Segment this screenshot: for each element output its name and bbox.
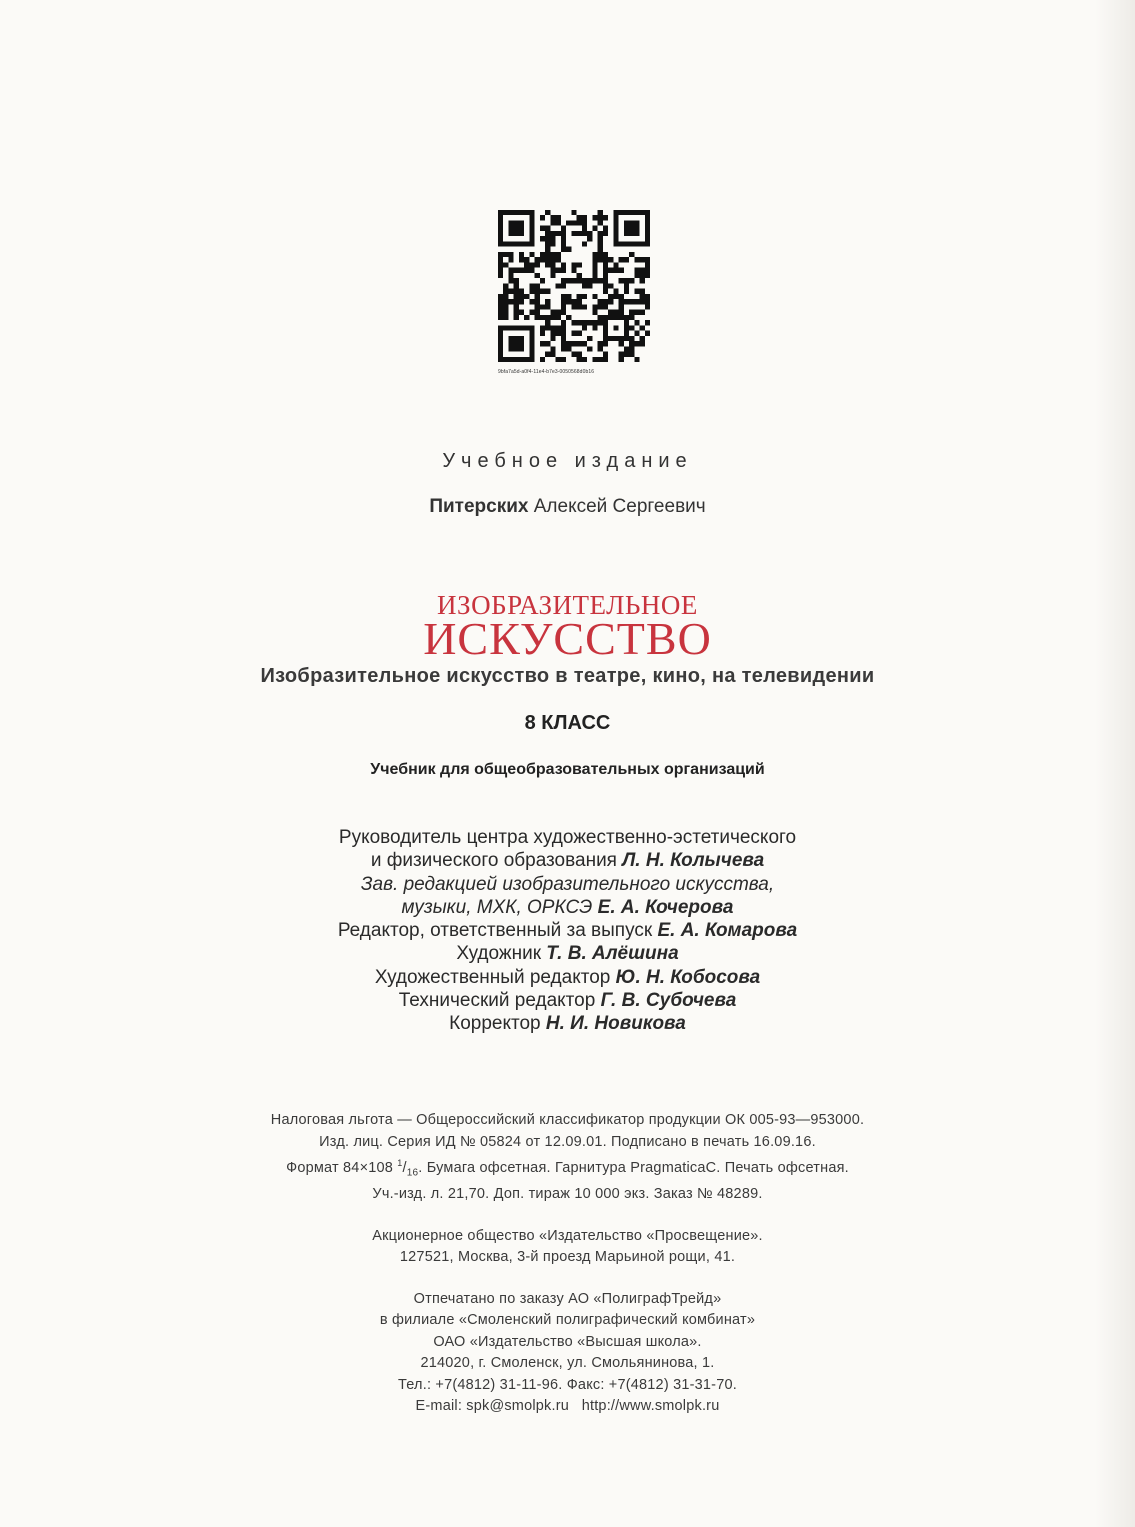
credit-label: музыки, МХК, ОРКСЭ — [401, 896, 593, 918]
credit-label: и физического образования — [370, 850, 617, 872]
textbook-designation: Учебник для общеобразовательных организаций — [370, 761, 765, 778]
book-subtitle: Изобразительное искусство в театре, кино, на телевидении — [260, 665, 875, 687]
edition-type: Учебное издание — [442, 450, 693, 472]
credit-name: Т. В. Алёшина — [546, 943, 679, 965]
format-line: Формат 84×108 $^1/_{16}$. Бумага офсетная. Гарнитура PragmaticaC. Печать офсетная. — [286, 1158, 849, 1179]
credit-label: Руководитель центра художественно-эстетического — [338, 827, 797, 848]
credit-name: Ю. Н. Кобосова — [615, 966, 761, 988]
credit-label: Корректор — [449, 1013, 541, 1035]
credit-label: Редактор, ответственный за выпуск — [337, 920, 653, 942]
credit-label: Зав. редакцией изобразительного искусства, — [360, 873, 775, 895]
publisher-address: 127521, Москва, 3-й проезд Марьиной рощи, 41. — [399, 1249, 736, 1266]
qr-code-icon — [498, 210, 650, 362]
format-fraction-num: 1 — [397, 1158, 403, 1168]
printer-address: 214020, г. Смоленск, ул. Смольянинова, 1. — [420, 1355, 715, 1372]
credit-name: Е. А. Комарова — [657, 920, 798, 942]
publisher-name: Акционерное общество «Издательство «Просвещение». — [372, 1227, 763, 1244]
credit-name: Г. В. Субочева — [600, 990, 737, 1012]
author — [0, 496, 1135, 518]
credit-label: Художественный редактор — [374, 966, 611, 988]
credit-line — [0, 826, 1135, 849]
credit-name: Л. Н. Колычева — [622, 850, 765, 872]
qr-caption: 9bfa7a5d-a0f4-11e4-b7e3-0050568d0b16 — [498, 369, 595, 375]
credit-line — [0, 849, 1135, 872]
printer-phone: Тел.: +7(4812) 31-11-96. Факс: +7(4812) 31-31-70. — [398, 1376, 737, 1393]
credits-block — [0, 826, 1135, 1036]
print-run-line: Уч.-изд. л. 21,70. Доп. тираж 10 000 экз. Заказ № 48289. — [372, 1186, 763, 1203]
author-given-name: Алексей Сергеевич — [533, 496, 706, 517]
format-prefix: Формат 84×108 — [286, 1159, 394, 1176]
credit-line — [0, 873, 1135, 896]
credit-line — [0, 966, 1135, 989]
printer-url-link[interactable]: http://www.smolpk.ru — [581, 1398, 720, 1415]
credit-line — [0, 989, 1135, 1012]
printer-contacts — [0, 1396, 1135, 1418]
printer-line: в филиале «Смоленский полиграфический комбинат» — [379, 1312, 756, 1329]
printer-line: Отпечатано по заказу АО «ПолиграфТрейд» — [413, 1290, 722, 1307]
credit-line — [0, 919, 1135, 942]
author-surname: Питерских — [429, 496, 529, 517]
printer-line: ОАО «Издательство «Высшая школа». — [433, 1333, 702, 1350]
book-title-line-2: ИСКУССТВО — [423, 613, 712, 664]
tax-line: Налоговая льгота — Общероссийский классификатор продукции ОК 005-93—953000. — [270, 1112, 865, 1128]
imprint-block — [0, 1110, 1135, 1418]
credit-label: Художник — [456, 943, 542, 965]
book-title-line-1: ИЗОБРАЗИТЕЛЬНОЕ — [437, 590, 698, 620]
credit-name: Е. А. Кочерова — [597, 896, 734, 918]
qr-code[interactable] — [498, 210, 650, 375]
credit-line — [0, 896, 1135, 919]
format-suffix: . Бумага офсетная. Гарнитура PragmaticaC. Печать офсетная. — [418, 1159, 849, 1176]
credit-line — [0, 942, 1135, 965]
credit-name: Н. И. Новикова — [545, 1013, 686, 1035]
grade-label: 8 КЛАСС — [524, 712, 611, 734]
format-fraction-den: 16 — [406, 1167, 419, 1179]
printer-email: E-mail: spk@smolpk.ru — [415, 1398, 570, 1415]
license-line: Изд. лиц. Серия ИД № 05824 от 12.09.01. Подписано в печать 16.09.16. — [319, 1133, 816, 1150]
credit-label: Технический редактор — [398, 990, 596, 1012]
credit-line — [0, 1012, 1135, 1035]
